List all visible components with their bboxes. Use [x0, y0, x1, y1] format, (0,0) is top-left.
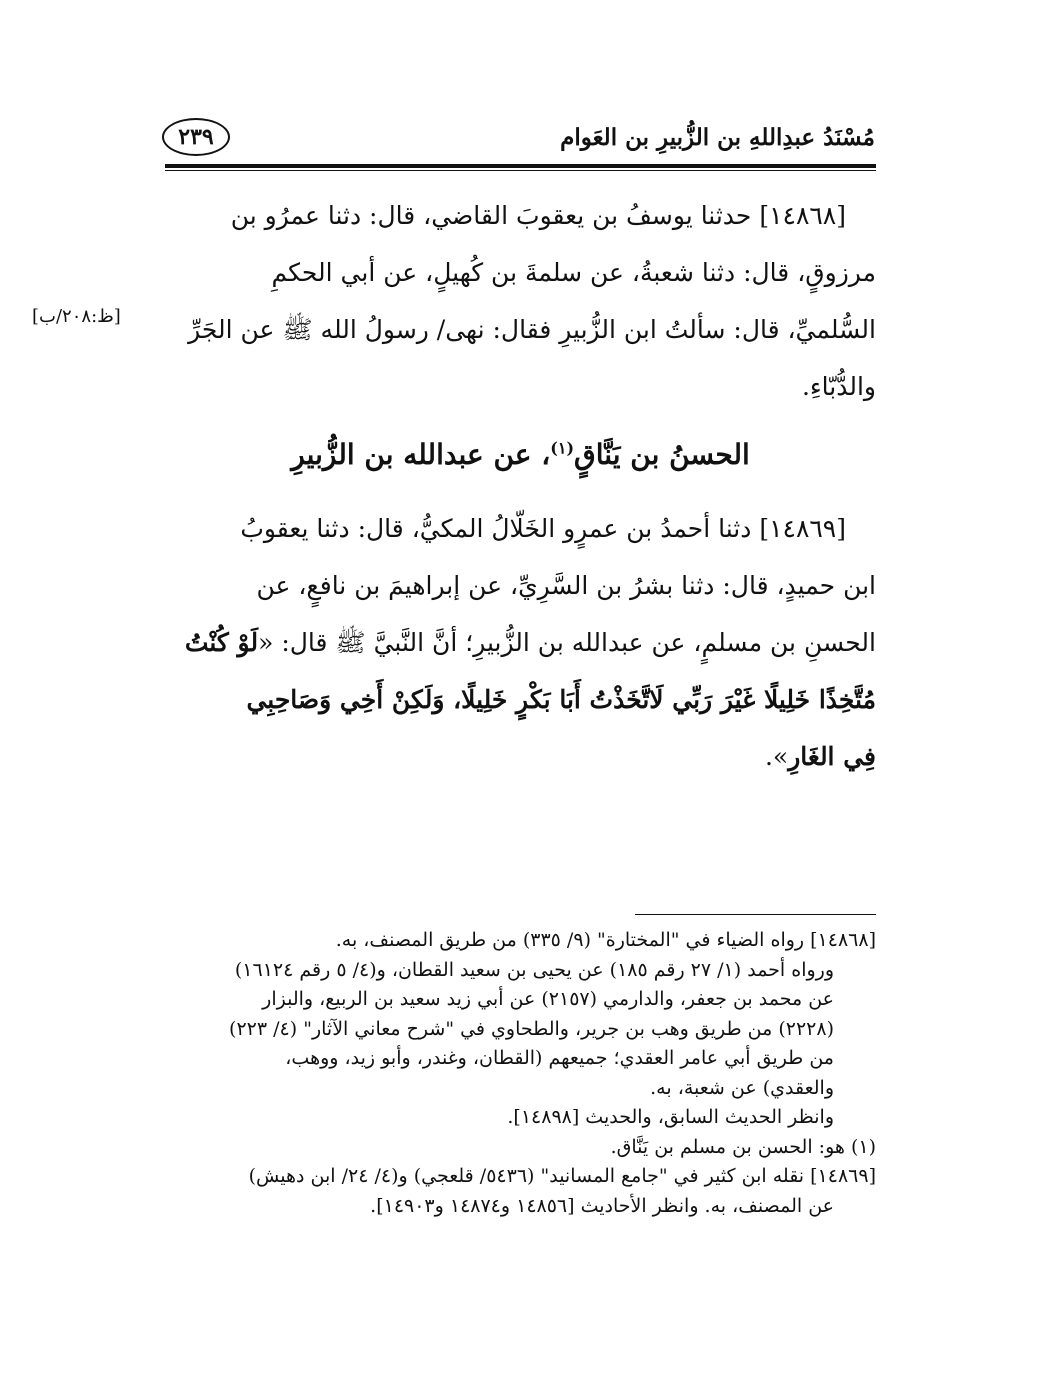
- hadith-14869-line-3-text: الحسنِ بن مسلمٍ، عن عبدالله بن الزُّبيرِ؛ أنَّ النَّبيَّ ﷺ قال: «: [258, 628, 876, 657]
- footnote-separator: [635, 914, 876, 915]
- footnote-14868-line-4: (٢٢٢٨) من طريق وهب بن جرير، والطحاوي في "شرح معاني الآثار" (٤/ ٢٢٣): [229, 1017, 834, 1040]
- hadith-14868-line-1: [١٤٨٦٨] حدثنا يوسفُ بن يعقوبَ القاضي، قال: دثنا عمرُو بن: [230, 201, 846, 230]
- hadith-14869-line-5: [165, 728, 876, 785]
- closing-quote: ».: [764, 742, 789, 771]
- hadith-14868: [165, 187, 876, 415]
- hadith-14869-line-1: [١٤٨٦٩] دثنا أحمدُ بن عمرٍو الخَلّالُ المكيُّ، قال: دثنا يعقوبُ: [240, 514, 846, 543]
- hadith-14869: [165, 500, 876, 785]
- footnote-14868-line-5: من طريق أبي عامر العقدي؛ جميعهم (القطان، وغندر، وأبو زيد، ووهب،: [285, 1047, 834, 1069]
- footnote-14868-line-6: والعقدي) عن شعبة، به.: [650, 1076, 834, 1099]
- footnote-14869-line-2: عن المصنف، به. وانظر الأحاديث [١٤٨٥٦ و١٤٨٧٤ و١٤٩٠٣].: [370, 1194, 834, 1217]
- section-heading-rest: ، عن عبدالله بن الزُّبيرِ: [291, 438, 551, 471]
- manuscript-margin-note: [ظ:٢٠٨/ب]: [32, 306, 121, 327]
- section-heading: [165, 438, 876, 471]
- page-number-badge: ٢٣٩: [162, 118, 230, 156]
- footnote-ref-1[interactable]: (١): [550, 438, 575, 458]
- hadith-14869-line-3: [165, 614, 876, 671]
- section-heading-name: الحسنُ بن يَنَّاقٍ: [574, 438, 750, 471]
- prophetic-saying-line: مُتَّخِذًا خَلِيلًا غَيْرَ رَبِّي لَاتَّخَذْتُ أَبَا بَكْرٍ خَلِيلًا، وَلَكِنْ أَخِي وَصَاحِبِي: [246, 685, 876, 714]
- hadith-14868-line-2: مرزوقٍ، قال: دثنا شعبةُ، عن سلمةَ بن كُهيلٍ، عن أبي الحكمِ: [271, 258, 876, 287]
- running-header-title: مُسْنَدُ عبدِاللهِ بن الزُّبيرِ بن العَوام: [560, 124, 875, 151]
- prophetic-saying-start: لَوْ كُنْتُ: [184, 628, 259, 657]
- hadith-14869-line-2: ابن حميدٍ، قال: دثنا بشرُ بن السَّرِيِّ، عن إبراهيمَ بن نافعٍ، عن: [256, 571, 876, 600]
- footnote-14869-line-1: [١٤٨٦٩] نقله ابن كثير في "جامع المسانيد" (٥٤٣٦/ قلعجي) و(٤/ ٢٤/ ابن دهيش): [248, 1165, 876, 1187]
- header-rule-thick: [165, 164, 876, 168]
- header-rule-thin: [165, 170, 876, 171]
- hadith-14868-line-4: والدُّبّاءِ.: [801, 372, 876, 401]
- footnote-14868-line-3: عن محمد بن جعفر، والدارمي (٢١٥٧) عن أبي زيد سعيد بن الربيع، والبزار: [262, 988, 834, 1010]
- footnotes: [165, 926, 876, 1221]
- hadith-14868-line-3: السُّلميِّ، قال: سألتُ ابن الزُّبيرِ فقال: نهى/ رسولُ الله ﷺ عن الجَرِّ: [188, 315, 876, 344]
- footnote-1: (١) هو: الحسن بن مسلم بن يَنَّاق.: [610, 1135, 876, 1158]
- footnote-14868-line-7: وانظر الحديث السابق، والحديث [١٤٨٩٨].: [507, 1106, 834, 1128]
- footnote-14868-line-2: ورواه أحمد (١/ ٢٧ رقم ١٨٥) عن يحيى بن سعيد القطان، و(٤/ ٥ رقم ١٦١٢٤): [234, 958, 834, 981]
- prophetic-saying-end: فِي الغَارِ: [788, 742, 876, 771]
- footnote-14868-line-1: [١٤٨٦٨] رواه الضياء في "المختارة" (٩/ ٣٣٥) من طريق المصنف، به.: [335, 929, 876, 951]
